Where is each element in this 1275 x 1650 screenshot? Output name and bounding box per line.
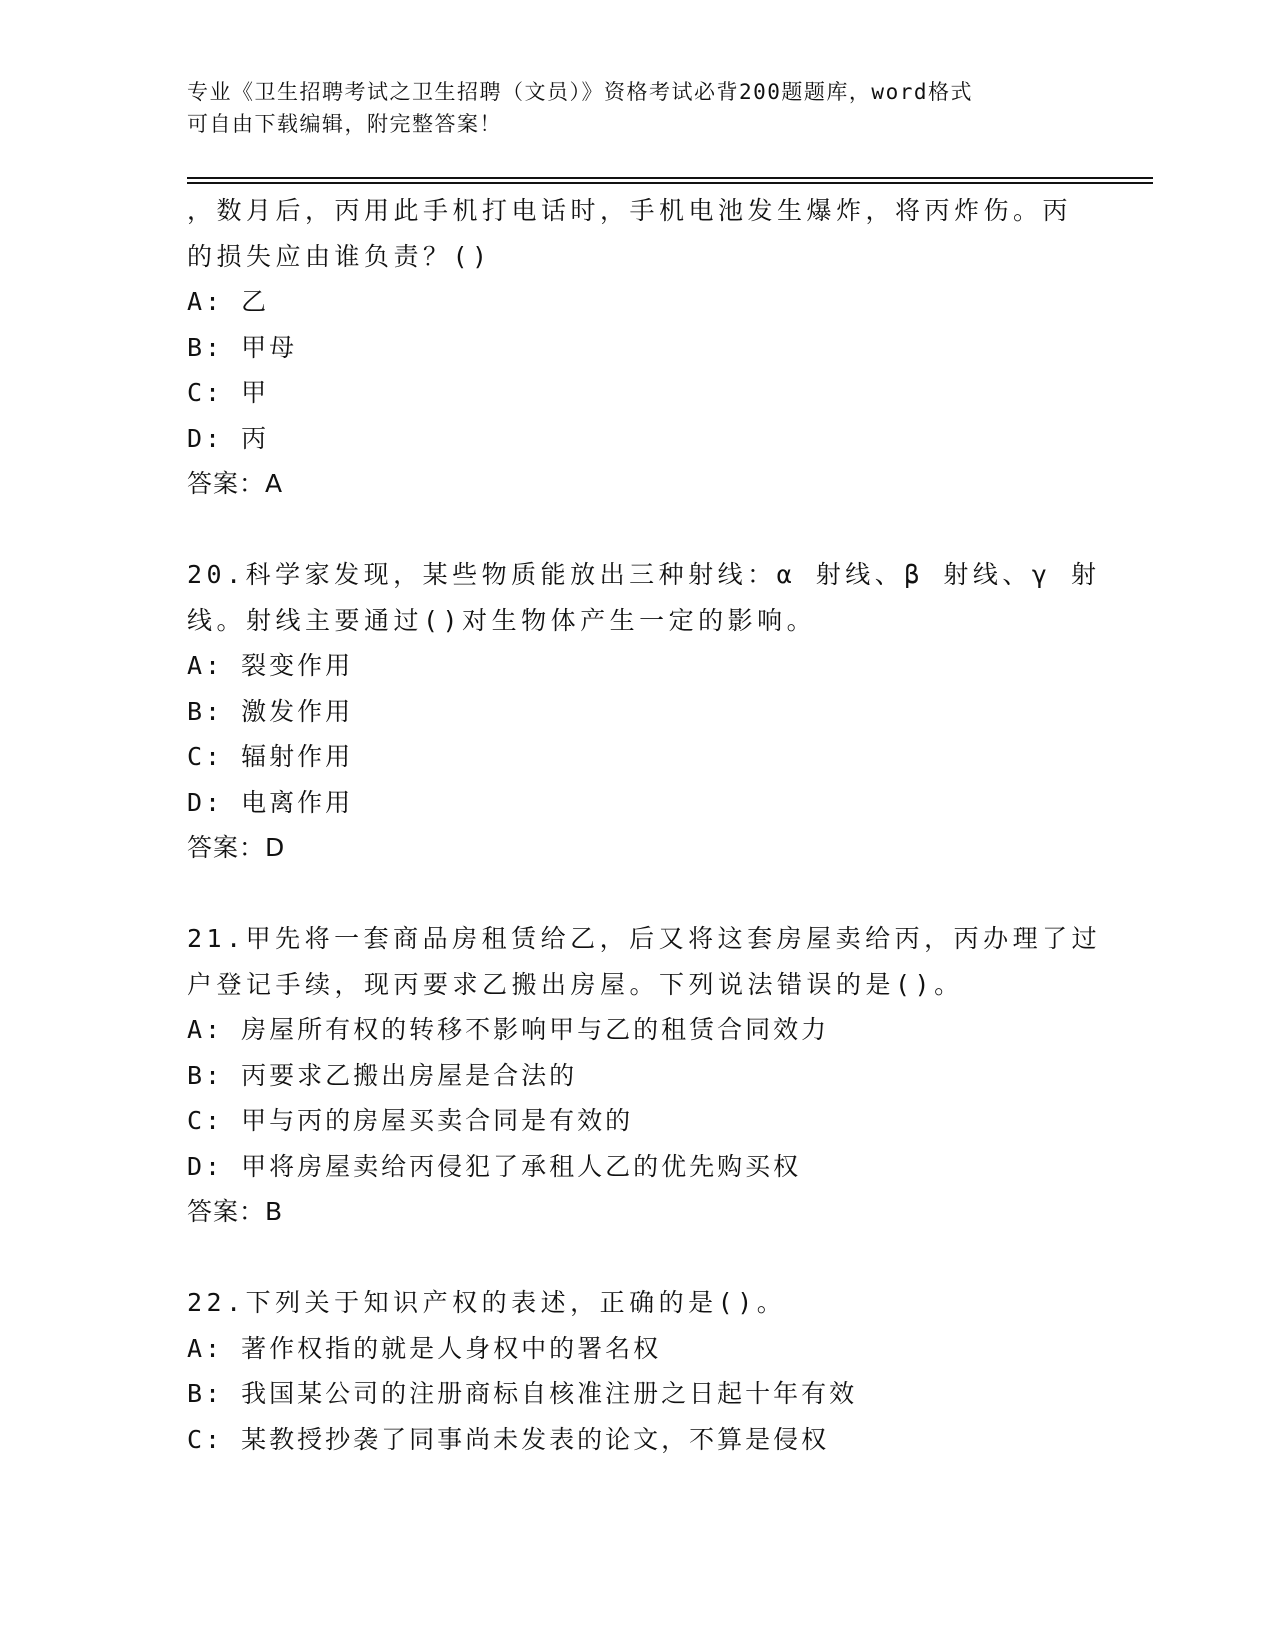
answer-line: 答案：D (187, 833, 286, 862)
question-spacer (187, 507, 1147, 553)
question-item (187, 1280, 1147, 1462)
question-text-line: 20.科学家发现，某些物质能放出三种射线：α 射线、β 射线、γ 射 (187, 560, 1101, 589)
document-header (187, 76, 1087, 140)
question-text-line: 21.甲先将一套商品房租赁给乙，后又将这套房屋卖给丙，丙办理了过 (187, 924, 1102, 953)
answer-line: 答案：B (187, 1197, 284, 1226)
answer-line: 答案：A (187, 469, 284, 498)
header-divider-bottom (187, 182, 1153, 184)
question-list (187, 188, 1147, 1462)
option-b: B: 甲母 (187, 332, 298, 362)
option-d: D: 甲将房屋卖给丙侵犯了承租人乙的优先购买权 (187, 1151, 802, 1181)
question-text-line: 22.下列关于知识产权的表述，正确的是()。 (187, 1288, 787, 1317)
option-b: B: 丙要求乙搬出房屋是合法的 (187, 1060, 578, 1090)
header-title-line-1: 专业《卫生招聘考试之卫生招聘（文员）》资格考试必背200题题库，word格式 (187, 80, 973, 104)
header-divider-top (187, 177, 1153, 179)
option-d: D: 电离作用 (187, 787, 354, 817)
option-a: A: 房屋所有权的转移不影响甲与乙的租赁合同效力 (187, 1015, 830, 1044)
option-a: A: 裂变作用 (187, 651, 354, 680)
question-spacer (187, 1235, 1147, 1281)
option-c: C: 辐射作用 (187, 742, 354, 771)
option-a: A: 著作权指的就是人身权中的署名权 (187, 1333, 662, 1363)
question-spacer (187, 871, 1147, 917)
option-d: D: 丙 (187, 423, 270, 453)
option-b: B: 激发作用 (187, 696, 354, 726)
question-text-line: 的损失应由谁负责？() (187, 241, 492, 271)
question-item (187, 188, 1147, 507)
question-text-line: 线。射线主要通过()对生物体产生一定的影响。 (187, 605, 817, 635)
question-text-line: 户登记手续，现丙要求乙搬出房屋。下列说法错误的是()。 (187, 969, 964, 999)
question-item (187, 916, 1147, 1235)
question-text-line: ，数月后，丙用此手机打电话时，手机电池发生爆炸，将丙炸伤。丙 (187, 196, 1073, 225)
header-title-line-2: 可自由下载编辑，附完整答案！ (187, 112, 502, 136)
option-c: C: 甲 (187, 378, 270, 407)
option-b: B: 我国某公司的注册商标自核准注册之日起十年有效 (187, 1379, 858, 1408)
option-c: C: 某教授抄袭了同事尚未发表的论文，不算是侵权 (187, 1424, 830, 1454)
option-c: C: 甲与丙的房屋买卖合同是有效的 (187, 1106, 634, 1135)
question-item (187, 552, 1147, 871)
option-a: A: 乙 (187, 287, 270, 316)
